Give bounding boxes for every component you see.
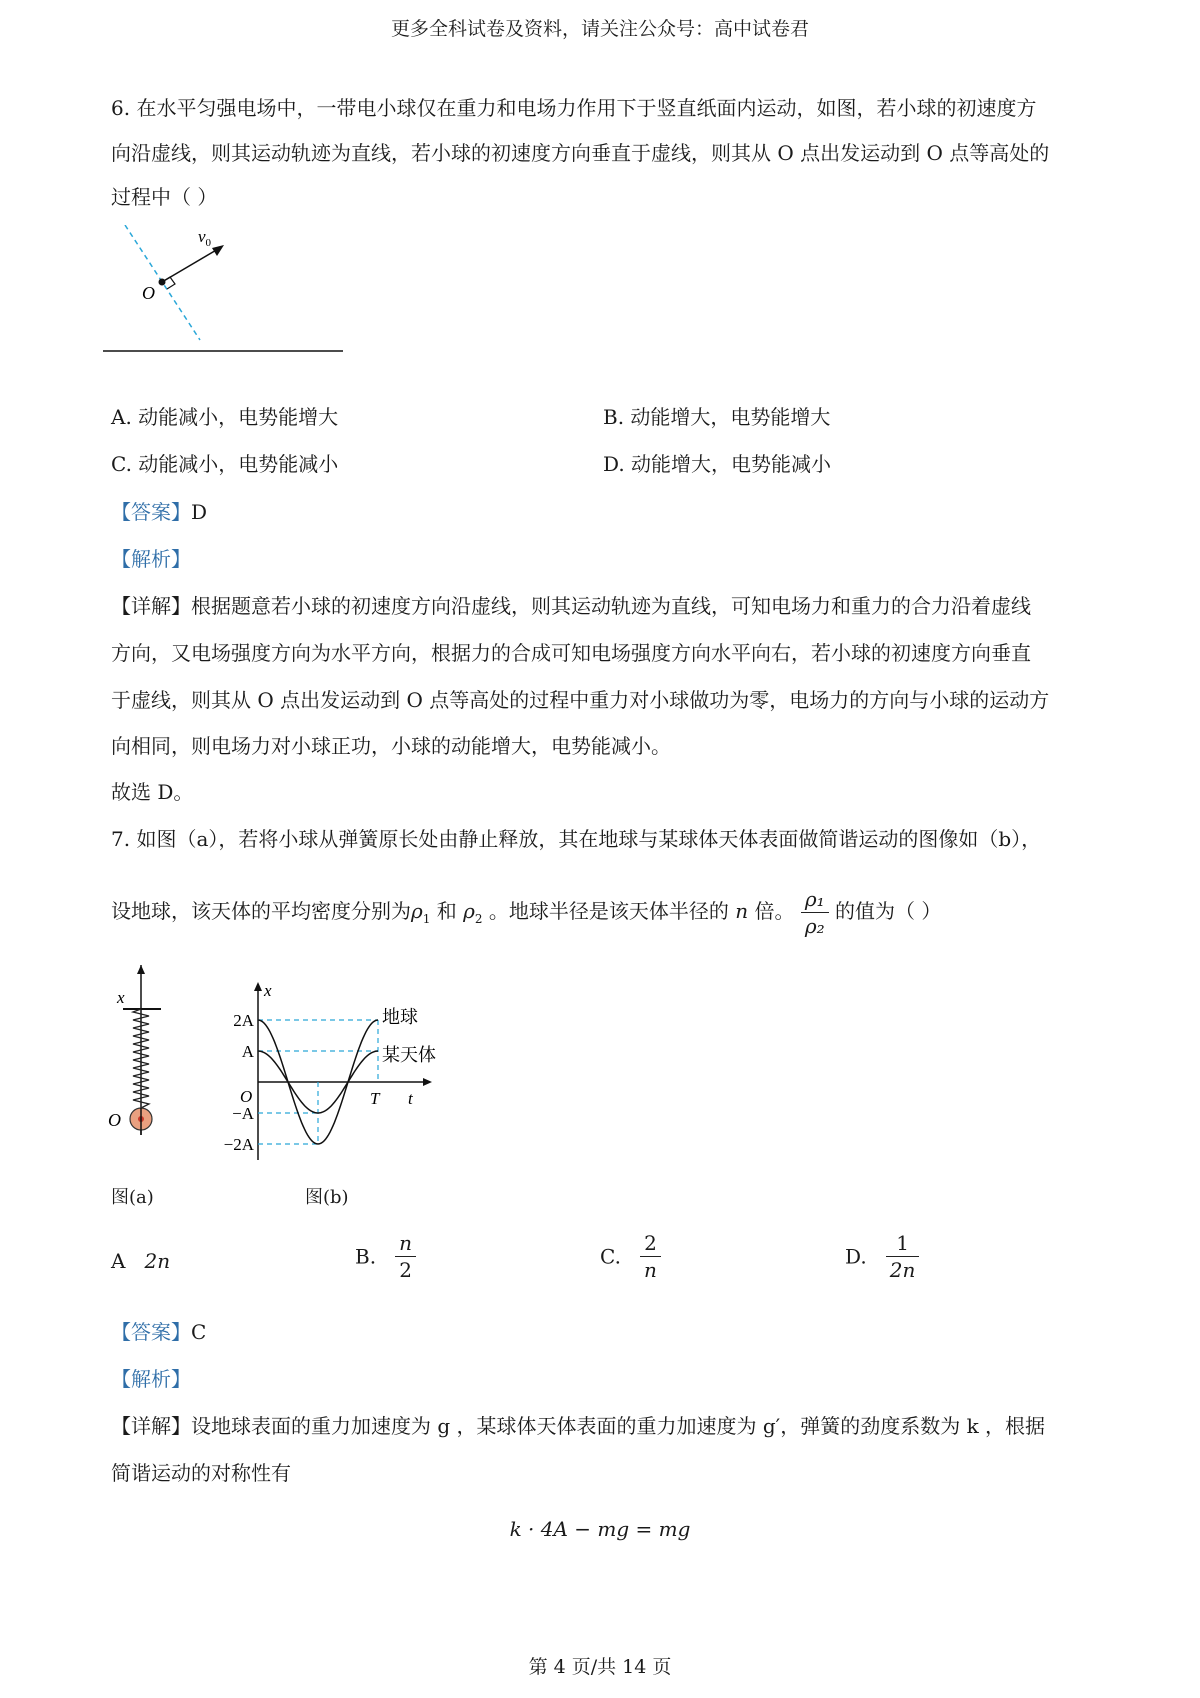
rho-ratio-fraction: $\frac{\text{ρ₁}}{\text{ρ₂}}$ — [801, 886, 829, 939]
answer-tag: 【答案】 — [111, 500, 191, 524]
q6-option-c: C. 动能减小，电势能减小 — [111, 452, 339, 476]
q7-text-d: 倍。 — [748, 899, 795, 923]
detail-tag: 【详解】 — [111, 594, 191, 618]
rho1: $\rho_1$ — [411, 899, 431, 926]
q7-equation: k · 4A − mg = mg — [509, 1517, 691, 1541]
q7-stem-line1: 7. 如图（a），若将小球从弹簧原长处由静止释放，其在地球与某球体天体表面做简谐运动的图像如（b）， — [111, 827, 1042, 851]
q6-stem-line1: 6. 在水平匀强电场中，一带电小球仅在重力和电场力作用下于竖直纸面内运动，如图，若小球的初速度方 — [111, 96, 1037, 120]
q6-option-b: B. 动能增大，电势能增大 — [603, 405, 831, 429]
q6-option-d: D. 动能增大，电势能减小 — [603, 452, 832, 476]
axis-arrow-icon — [137, 965, 145, 974]
q7-detail-line1 — [111, 1403, 1101, 1449]
q7-text-e: 的值为（ ） — [828, 899, 942, 923]
q7-stem-line2 — [111, 886, 941, 942]
page-footer: 第 4 页/共 14 页 — [528, 1656, 672, 1678]
answer-value: C — [191, 1320, 207, 1344]
q6-detail-line2: 方向，又电场强度方向为水平方向，根据力的合成可知电场强度方向水平向右，若小球的初速度方向垂直 — [111, 641, 1031, 665]
x-axis-label: x — [264, 981, 272, 1000]
spring-figure — [105, 965, 165, 1145]
tick-minus-a: −A — [232, 1104, 254, 1123]
q7-text-a: 设地球，该天体的平均密度分别为 — [111, 899, 411, 923]
earth-label: 地球 — [382, 1007, 418, 1027]
q7-option-b: B. $\frac{n}{2}$ — [355, 1230, 416, 1283]
q6-detail-line1 — [111, 583, 1101, 629]
o-label: O — [142, 283, 155, 303]
y-axis-arrow-icon — [254, 982, 262, 991]
t-axis-arrow-icon — [423, 1078, 432, 1086]
q6-analysis-tag: 【解析】 — [111, 547, 191, 571]
t-axis-label: t — [408, 1089, 413, 1108]
fig-a-caption: 图(a) — [111, 1187, 154, 1208]
detail-tag: 【详解】 — [111, 1414, 191, 1438]
q7-answer — [111, 1309, 206, 1355]
v0-label: $v_0$ — [198, 227, 212, 249]
q6-stem-line2: 向沿虚线，则其运动轨迹为直线，若小球的初速度方向垂直于虚线，则其从 O 点出发运动到 O 点等高处的 — [111, 141, 1050, 165]
point-o — [159, 279, 166, 286]
q6-answer — [111, 489, 207, 535]
q6-conclusion: 故选 D。 — [111, 780, 194, 804]
page-header: 更多全科试卷及资料，请关注公众号：高中试卷君 — [390, 18, 809, 40]
q7-text-c: 。地球半径是该天体半径的 — [482, 899, 736, 923]
q7-option-a: A 2n — [111, 1249, 171, 1273]
period-label: T — [370, 1089, 380, 1108]
rho2: $\rho_2$ — [463, 899, 483, 926]
q7-detail-line2: 简谐运动的对称性有 — [111, 1461, 291, 1485]
q7-option-d: D. $\frac{1}{2n}$ — [845, 1230, 919, 1283]
tick-minus-2a: −2A — [223, 1135, 254, 1154]
answer-tag: 【答案】 — [111, 1320, 191, 1344]
detail-text: 设地球表面的重力加速度为 g ，某球体天体表面的重力加速度为 g′，弹簧的劲度系数为 k ，根据 — [191, 1414, 1046, 1438]
fig-b-caption: 图(b) — [305, 1187, 349, 1208]
q6-stem-line3: 过程中（ ） — [111, 185, 218, 209]
body-label: 某天体 — [382, 1045, 436, 1065]
answer-value: D — [191, 500, 208, 524]
detail-text: 根据题意若小球的初速度方向沿虚线，则其运动轨迹为直线，可知电场力和重力的合力沿着虚线 — [191, 594, 1031, 618]
x-axis-label: x — [117, 988, 125, 1007]
q7-analysis-tag: 【解析】 — [111, 1367, 191, 1391]
q7-option-c: C. $\frac{2}{n}$ — [600, 1230, 661, 1283]
oscillation-graph — [210, 980, 460, 1170]
arrowhead-icon — [212, 245, 224, 256]
q7-text-b: 和 — [430, 899, 464, 923]
n-symbol: n — [735, 899, 749, 923]
q6-figure — [100, 225, 360, 385]
tick-a: A — [241, 1042, 254, 1061]
q6-detail-line3: 于虚线，则其从 O 点出发运动到 O 点等高处的过程中重力对小球做功为零，电场力的方向与小球的运动方 — [111, 688, 1050, 712]
origin-label: O — [240, 1087, 253, 1106]
o-label: O — [108, 1110, 121, 1130]
q6-option-a: A. 动能减小，电势能增大 — [111, 405, 339, 429]
tick-2a: 2A — [233, 1011, 254, 1030]
q6-detail-line4: 向相同，则电场力对小球正功，小球的动能增大，电势能减小。 — [111, 734, 671, 758]
